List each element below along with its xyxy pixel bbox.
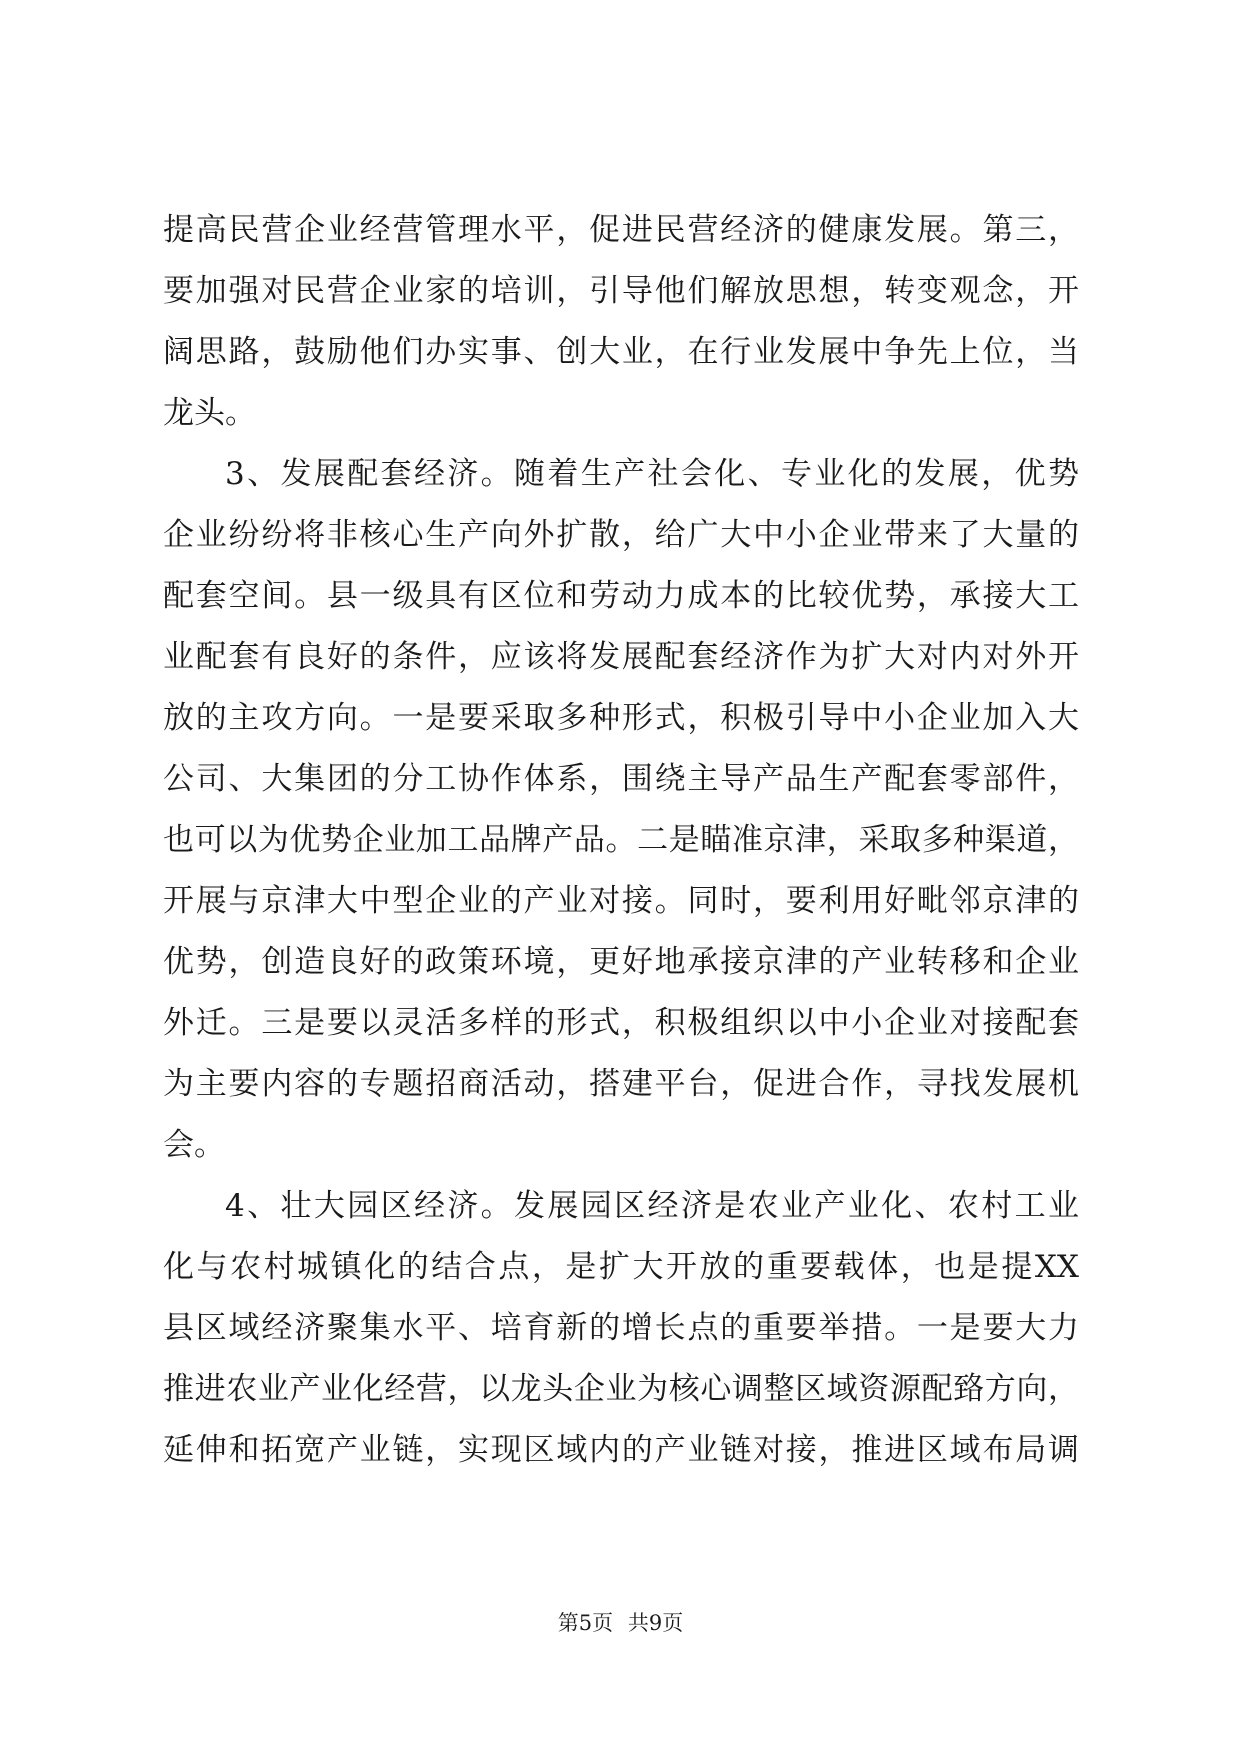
page-footer — [0, 1608, 1241, 1638]
text-line: 公司、大集团的分工协作体系，围绕主导产品生产配套零部件， — [163, 761, 1079, 797]
text-line: 优势，创造良好的政策环境，更好地承接京津的产业转移和企业 — [163, 944, 1079, 980]
text-line: 为主要内容的专题招商活动，搭建平台，促进合作，寻找发展机 — [163, 1066, 1079, 1102]
text-line: 放的主攻方向。一是要采取多种形式，积极引导中小企业加入大 — [163, 700, 1079, 736]
text-line: 要加强对民营企业家的培训，引导他们解放思想，转变观念，开 — [163, 273, 1079, 309]
text-line: 阔思路，鼓励他们办实事、创大业，在行业发展中争先上位，当 — [163, 334, 1079, 370]
text-line: 开展与京津大中型企业的产业对接。同时，要利用好毗邻京津的 — [163, 883, 1079, 919]
text-line: 配套空间。县一级具有区位和劳动力成本的比较优势，承接大工 — [163, 578, 1079, 614]
text-line: 提高民营企业经营管理水平，促进民营经济的健康发展。第三， — [163, 212, 1079, 248]
page-number-total: 共9页 — [627, 1611, 684, 1635]
text-line: 会。 — [163, 1127, 225, 1163]
text-line: 也可以为优势企业加工品牌产品。二是瞄准京津，采取多种渠道， — [163, 822, 1079, 858]
text-line: 龙头。 — [163, 395, 256, 431]
text-line: 3、发展配套经济。随着生产社会化、专业化的发展，优势 — [225, 456, 1079, 492]
text-line: 业配套有良好的条件，应该将发展配套经济作为扩大对内对外开 — [163, 639, 1079, 675]
document-body — [163, 200, 1079, 1481]
text-line: 延伸和拓宽产业链，实现区域内的产业链对接，推进区域布局调 — [163, 1432, 1079, 1468]
text-line: 企业纷纷将非核心生产向外扩散，给广大中小企业带来了大量的 — [163, 517, 1079, 553]
text-line: 推进农业产业化经营，以龙头企业为核心调整区域资源配臵方向， — [163, 1371, 1079, 1407]
text-line: 外迁。三是要以灵活多样的形式，积极组织以中小企业对接配套 — [163, 1005, 1079, 1041]
text-line: 化与农村城镇化的结合点，是扩大开放的重要载体，也是提XX — [163, 1249, 1079, 1285]
text-line: 县区域经济聚集水平、培育新的增长点的重要举措。一是要大力 — [163, 1310, 1079, 1346]
text-line: 4、壮大园区经济。发展园区经济是农业产业化、农村工业 — [225, 1188, 1079, 1224]
page-number-current: 第5页 — [557, 1611, 614, 1635]
